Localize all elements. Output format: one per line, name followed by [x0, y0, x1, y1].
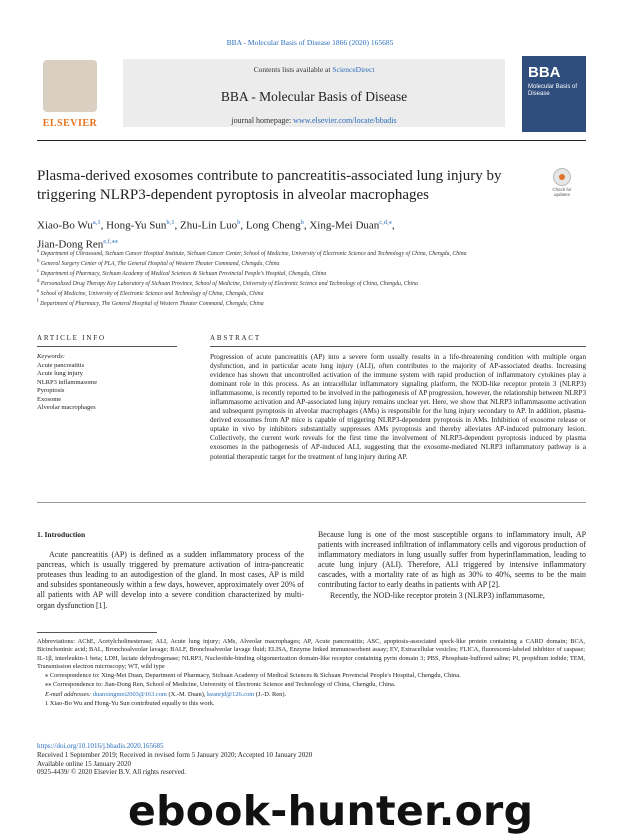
author-name[interactable]: Jian-Dong Ren [37, 238, 104, 251]
affiliation: $^b$ General Surgery Center of PLA, The General Hospital of Western Theater Command, Chengdu, China [37, 258, 280, 267]
cover-title: BBA [528, 64, 561, 81]
email-link[interactable]: duanxingmei2003@163.com [92, 690, 167, 698]
keywords [37, 353, 187, 413]
author-name[interactable]: Zhu-Lin Luo [179, 219, 238, 232]
abbreviations: Abbreviations: AChE, Acetylcholinesterase; ALI, Acute lung injury; AMs, Alveolar macrophages; AP, Acute pancreatitis; ASC, apoptosis-associated speck-like protein containing a CARD domain; BCA, Bicinchoninic acid; BAL, Bronchoalveolar lavage; BALF, Bronchoalveolar lavage fluid; ELISA, Enzyme linked immunosorbent assay; EV, Extracellular vesicles; FLICA, fluorescent-labeled inhibitor of caspase; IL-1β, interleukin-1 beta; LDH, lactate dehydrogenase; NLRP3, Nucleotide-binding oligomerization domain-like receptor containing pyrin domain 3; PBS, Phosphate-buffered saline; PI, propidium iodide; TEM, Transmission electron microscopy; WT, wild type [37, 638, 585, 670]
cover-subtitle: Molecular Basis of Disease [528, 84, 578, 97]
check-for-updates-badge[interactable] [544, 168, 580, 198]
affiliation: $^e$ School of Medicine, University of Electronic Science and Technology of China, Chengdu, China [37, 288, 264, 297]
affiliation: $^a$ Department of Ultrasound, Sichuan Cancer Hospital Institute, Sichuan Cancer Center, School of Medicine, University of Electronic Science and Technology of China, Chengdu, China [37, 249, 467, 257]
check-updates-icon [553, 168, 571, 186]
introduction-heading: 1. Introduction [37, 530, 86, 539]
keyword: Acute pancreatitis [37, 361, 85, 369]
elsevier-logo[interactable] [37, 56, 103, 134]
keyword: NLRP3 inflammasome [37, 378, 98, 386]
check-updates-label: Check for updates [552, 187, 572, 197]
publisher-logo-text: ELSEVIER [42, 118, 98, 129]
contents-line: Contents lists available at ScienceDirect [253, 65, 375, 74]
publication-info [37, 751, 417, 777]
abstract-rule [210, 346, 586, 347]
correspondence-1: ⁎ Correspondence to: Xing-Mei Duan, Department of Pharmacy, Sichuan Academy of Medical Sciences & Sichuan Provincial People's Hospital, Chengdu, China. [45, 672, 461, 680]
author-name[interactable]: Xiao-Bo Wu [37, 219, 93, 232]
top-citation[interactable]: BBA - Molecular Basis of Disease 1866 (2020) 165685 [226, 38, 394, 47]
author-list: Xiao-Bo Wu$^{a,1}$, Hong-Yu Sun$^{b,1}$, Zhu-Lin Luo$^b$, Long Cheng$^b$, Xing-Mei Duan$^{c,d,⁎}$, Jian-Dong Ren$^{e,f,⁎⁎}$ [37, 219, 395, 251]
email-link[interactable]: keanrjd@126.com [207, 690, 255, 698]
keyword: Alveolar macrophages [37, 404, 96, 411]
keyword: Exosome [37, 395, 62, 403]
article-info-rule [37, 346, 177, 347]
watermark: ebook-hunter.org [128, 787, 534, 835]
author-name[interactable]: Long Cheng [245, 219, 301, 232]
body-right-column [318, 530, 586, 601]
keyword: Pyroptosis [37, 387, 65, 394]
sciencedirect-link[interactable]: ScienceDirect [332, 65, 375, 74]
homepage-link[interactable]: www.elsevier.com/locate/bbadis [293, 116, 397, 125]
affiliation: $^f$ Department of Pharmacy, The General Hospital of Western Theater Command, Chengdu, China [37, 298, 264, 307]
keywords-label: Keywords: [37, 353, 65, 360]
author-name[interactable]: Hong-Yu Sun [106, 219, 167, 232]
issn-copyright: 0925-4439/ © 2020 Elsevier B.V. All rights reserved. [37, 768, 187, 777]
tree-icon [43, 60, 97, 112]
body-left-column [37, 530, 304, 611]
header-banner [123, 59, 505, 127]
available-online: Available online 15 January 2020 [37, 759, 131, 768]
abstract-text: Progression of acute pancreatitis (AP) into a severe form usually results in a life-threatening condition with multiple organ dysfunction, and in particular acute lung injury (ALI), often contributes to the majority of AP-associated deaths. Increasing evidence has shown that uncontrolled activation of the immune system with rapid production of inflammatory cytokines play a dominant role in this process. As an intracellular inflammatory signaling platform, the NOD-like receptor protein 3 (NLRP3) inflammasome, is recently reported to be involved in the pathogenesis of AP progression, however, the relationship between NLRP3 inflammasome activation and AP-associated lung injury remains unclear yet. Here, we show that NLRP3 inflammasome activation and subsequent pyroptosis in alveolar macrophages (AMs) is responsible for the lung injury secondary to AP. In addition, plasma-derived exosomes from AP mice is capable of triggering NLRP3-dependent pyroptosis in AMs. Inhibition of exosome release or uptake in vivo by inhibitors substantially suppresses AMs pyroptosis and thereby alleviates AP-induced pulmonary lesion. Collectively, the current work reveals for the first time the involvement of NLRP3-dependent pyroptosis induced by plasma exosomes in the pathogenesis of AP-induced ALI, suggesting that the exosome-mediated NLRP3 inflammatory pathway is a potential therapeutic target for the treatment of lung injury during AP. [210, 353, 586, 461]
author-name[interactable]: Xing-Mei Duan [309, 219, 380, 232]
affiliations [37, 248, 585, 308]
body-paragraph: Acute pancreatitis (AP) is defined as a sudden inflammatory process of the pancreas, which is usually triggered by premature activation of intra-pancreatic proteases thus leading to an autodigestion of the gland. In most cases, AP is mild and subsides spontaneously within a few days, however, approximately over 20% of all patients with AP will develop into a severe condition characterized by multi-organ dysfunction [1]. [37, 550, 304, 610]
doi-link[interactable]: https://doi.org/10.1016/j.bbadis.2020.165685 [37, 742, 164, 750]
article-title: Plasma-derived exosomes contribute to pancreatitis-associated lung injury by triggering NLRP3-dependent pyroptosis in alveolar macrophages [37, 168, 502, 203]
affiliation: $^c$ Department of Pharmacy, Sichuan Academy of Medical Sciences & Sichuan Provincial People's Hospital, Chengdu, China [37, 268, 327, 277]
abstract-bottom-rule [37, 502, 586, 503]
keyword: Acute lung injury [37, 370, 83, 377]
email-addresses: E-mail addresses: duanxingmei2003@163.com (X.-M. Duan), keanrjd@126.com (J.-D. Ren). [45, 690, 287, 698]
affiliation: $^d$ Personalized Drug Therapy Key Laboratory of Sichuan Province, School of Medicine, University of Electronic Science and Technology of China, Chengdu, China [37, 278, 418, 287]
body-paragraph: Recently, the NOD-like receptor protein 3 (NLRP3) inflammasome, [330, 590, 545, 600]
header-rule [37, 140, 586, 141]
journal-cover[interactable] [522, 56, 586, 132]
received-dates: Received 1 September 2019; Received in revised form 5 January 2020; Accepted 10 January 2020 [37, 751, 313, 759]
footnote-rule [37, 632, 157, 633]
body-paragraph: Because lung is one of the most susceptible organs to inflammatory insult, AP patients with increased infiltration of inflammatory cells and vigorous production of inflammatory mediators in lung usually suffer from hyperinflammation, leading to acute lung injury (ALI). Therefore, ALI triggered by intensive inflammatory cascades, with a mortality rate of as high as 30% to 40%, seems to be the main contributing factor to early deaths in patients with AP [2]. [318, 530, 586, 590]
journal-homepage: journal homepage: www.elsevier.com/locate/bbadis [231, 116, 397, 125]
correspondence-2: ⁎⁎ Correspondence to: Jian-Dong Ren, School of Medicine, University of Electronic Science and Technology of China, Chengdu, China. [45, 681, 396, 689]
equal-contribution: 1 Xiao-Bo Wu and Hong-Yu Sun contributed equally to this work. [45, 700, 215, 708]
journal-name: BBA - Molecular Basis of Disease [220, 89, 408, 104]
article-info-heading: ARTICLE INFO [37, 334, 106, 342]
footnotes [37, 638, 585, 709]
journal-header [37, 56, 586, 134]
abstract-heading: ABSTRACT [210, 334, 261, 342]
